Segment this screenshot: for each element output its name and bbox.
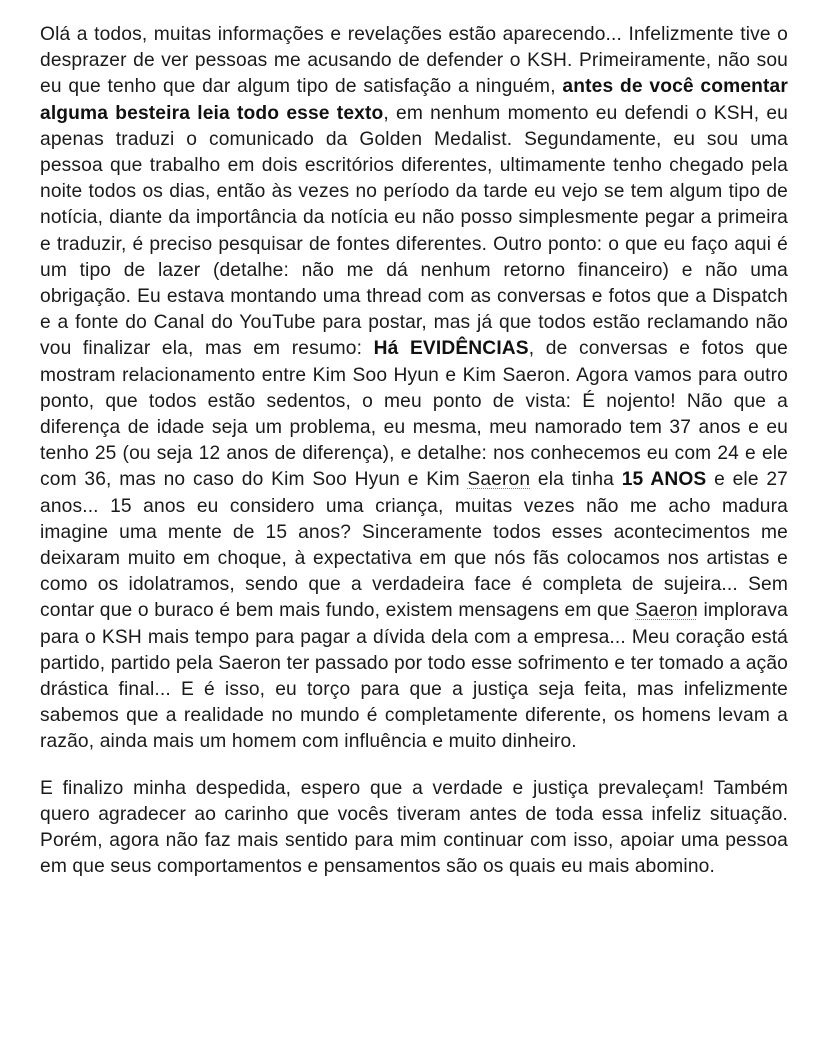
text-segment: implorava para o KSH mais tempo para pagar a dívida dela com a empresa... Meu coração está partido, partido pela Saeron ter passado por todo esse sofrimento e ter tomado a ação drástica final... E é isso, eu torço para que a justiça seja feita, mas infelizmente sabemos que a realidade no mundo é completamente diferente, os homens levam a razão, ainda mais um homem com influência e muito dinheiro. bbox=[40, 600, 788, 753]
text-segment: Olá a todos, muitas informações e revelações estão aparecendo... Infelizmente tive o desprazer de ver pessoas me acusando de defender o KSH. Primeiramente, não sou eu que tenho que dar algum tipo de satisfação a ninguém, bbox=[40, 24, 788, 98]
paragraph-farewell: E finalizo minha despedida, espero que a verdade e justiça prevaleçam! Também quero agradecer ao carinho que vocês tiveram antes de toda essa infeliz situação. Porém, agora não faz mais sentido para mim continuar com isso, apoiar uma pessoa em que seus comportamentos e pensamentos são os quais eu mais abomino. bbox=[40, 777, 788, 878]
spellcheck-word: Saeron bbox=[635, 600, 698, 622]
spellcheck-word: Saeron bbox=[467, 469, 531, 491]
text-segment: e ele 27 anos... 15 anos eu considero uma criança, muitas vezes não me acho madura imagine uma mente de 15 anos? Sinceramente todos esses acontecimentos me deixaram muito em choque, à expectativa em que nós fãs colocamos nos artistas e como os idolatramos, sendo que a verdadeira face é completa de sujeira... Sem contar que o buraco é bem mais fundo, existem mensagens em que bbox=[40, 469, 788, 622]
text-segment: ela tinha bbox=[530, 469, 622, 491]
text-segment: , em nenhum momento eu defendi o KSH, eu apenas traduzi o comunicado da Golden Medalist. Segundamente, eu sou uma pessoa que trabalho em dois escritórios diferentes, ultimamente tenho chegado pela noite todos os dias, então às vezes no período da tarde eu vejo se tem algum tipo de notícia, diante da importância da notícia eu não posso simplesmente pegar a primeira e traduzir, é preciso pesquisar de fontes diferentes. Outro ponto: o que eu faço aqui é um tipo de lazer (detalhe: não me dá nenhum retorno financeiro) e não uma obrigação. Eu estava montando uma thread com as conversas e fotos que a Dispatch e a fonte do Canal do YouTube para postar, mas já que todos estão reclamando não vou finalizar ela, mas em resumo: bbox=[40, 102, 789, 360]
paragraph-statement bbox=[40, 22, 788, 756]
text-segment: , de conversas e fotos que mostram relacionamento entre Kim Soo Hyun e Kim Saeron. Agora vamos para outro ponto, que todos estão sedentos, o meu ponto de vista: É nojento! Não que a diferença de idade seja um problema, eu mesma, meu namorado tem 37 anos e eu tenho 25 (ou seja 12 anos de diferença), e detalhe: nos conhecemos eu com 24 e ele com 36, mas no caso do Kim Soo Hyun e Kim bbox=[40, 338, 788, 491]
bold-warning: antes de você comentar alguma besteira leia todo esse texto bbox=[40, 76, 788, 124]
bold-age: 15 ANOS bbox=[621, 469, 707, 491]
bold-evidence: Há EVIDÊNCIAS bbox=[373, 338, 529, 360]
